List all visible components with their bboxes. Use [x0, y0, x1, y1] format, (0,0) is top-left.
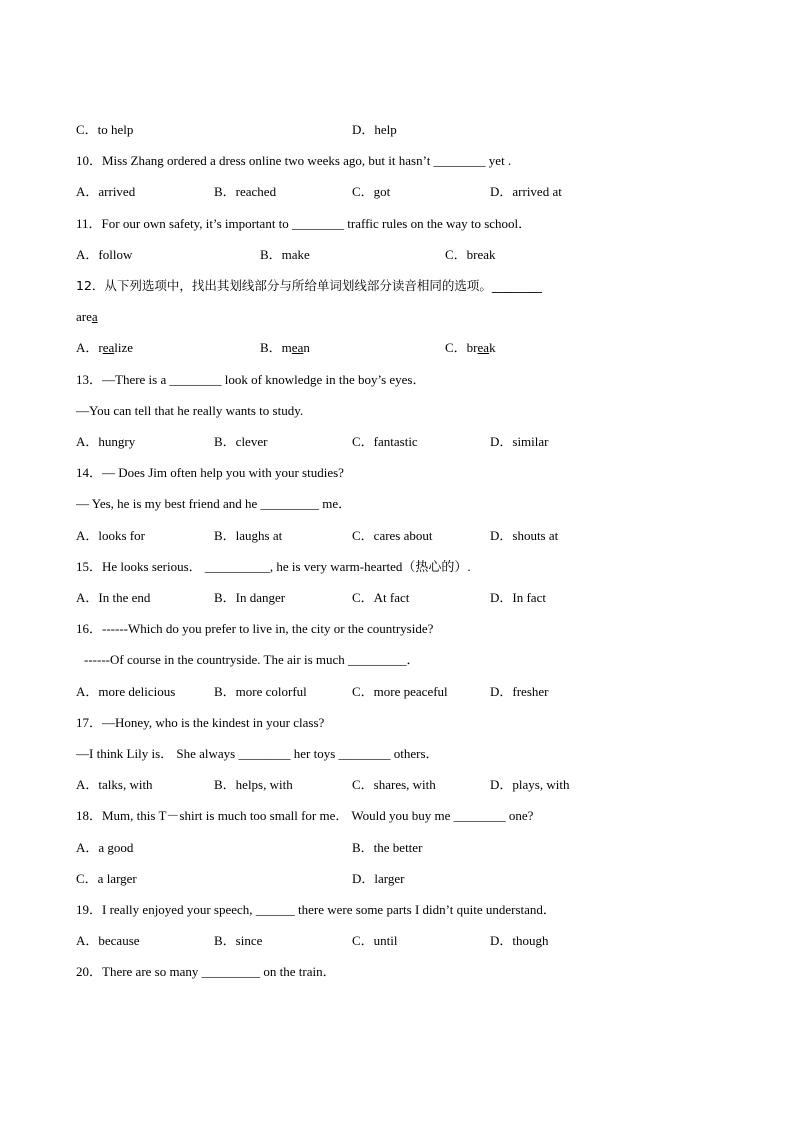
q20-stem: 20．There are so many _________ on the train． [76, 964, 336, 979]
q11-option-c: C．break [445, 247, 496, 262]
q14-stem: 14．— Does Jim often help you with your studies? [76, 465, 344, 480]
q18-stem: 18．Mum, this T－shirt is much too small for me． Would you buy me ________ one? [76, 808, 534, 823]
q10-option-c: C．got [352, 184, 391, 199]
q16-option-b: B．more colorful [214, 684, 307, 699]
q15-option-a: A．In the end [76, 590, 151, 605]
q18-option-b: B．the better [352, 840, 423, 855]
q13-line2: —You can tell that he really wants to study. [76, 403, 304, 418]
q19-stem: 19．I really enjoyed your speech, ______ there were some parts I didn’t quite understand． [76, 902, 556, 917]
q11-option-b: B．make [260, 247, 310, 262]
q13-stem: 13．—There is a ________ look of knowledge in the boy’s eyes． [76, 372, 426, 387]
q18-option-c: C．a larger [76, 871, 137, 886]
q19-option-b: B．since [214, 933, 263, 948]
q12-option-c: C．break [445, 340, 496, 355]
q19-option-d: D．though [490, 933, 549, 948]
q19-option-a: A．because [76, 933, 140, 948]
q14-option-a: A．looks for [76, 528, 145, 543]
q17-option-b: B．helps, with [214, 777, 293, 792]
q17-option-c: C．shares, with [352, 777, 436, 792]
q10-option-b: B．reached [214, 184, 277, 199]
q13-option-a: A．hungry [76, 434, 136, 449]
q12-option-a: A．realize [76, 340, 134, 355]
q18-option-a: A．a good [76, 840, 134, 855]
q10-option-d: D．arrived at [490, 184, 562, 199]
q14-option-b: B．laughs at [214, 528, 283, 543]
q14-line2: — Yes, he is my best friend and he _________ me． [76, 496, 352, 511]
q17-option-a: A．talks, with [76, 777, 153, 792]
q17-line2: —I think Lily is． She always ________ her toys ________ others． [76, 746, 439, 761]
q19-option-c: C．until [352, 933, 398, 948]
q14-option-c: C．cares about [352, 528, 433, 543]
q13-option-c: C．fantastic [352, 434, 418, 449]
q16-option-a: A．more delicious [76, 684, 176, 699]
q15-option-c: C．At fact [352, 590, 410, 605]
q12-option-b: B．mean [260, 340, 310, 355]
q15-stem: 15．He looks serious． __________, he is very warm-hearted（热心的）. [76, 559, 471, 574]
q16-line2: ------Of course in the countryside. The air is much _________． [84, 652, 420, 667]
q16-option-d: D．fresher [490, 684, 549, 699]
q16-stem: 16．------Which do you prefer to live in, the city or the countryside? [76, 621, 434, 636]
q9-option-d: D．help [352, 122, 397, 137]
q16-option-c: C．more peaceful [352, 684, 448, 699]
q17-option-d: D．plays, with [490, 777, 570, 792]
q11-stem: 11．For our own safety, it’s important to ________ traffic rules on the way to school． [76, 216, 532, 231]
q15-option-b: B．In danger [214, 590, 286, 605]
q9-option-c: C．to help [76, 122, 134, 137]
q14-option-d: D．shouts at [490, 528, 559, 543]
q17-stem: 17．—Honey, who is the kindest in your class? [76, 715, 325, 730]
q13-option-b: B．clever [214, 434, 268, 449]
q11-option-a: A．follow [76, 247, 133, 262]
q10-option-a: A．arrived [76, 184, 136, 199]
q15-option-d: D．In fact [490, 590, 546, 605]
q13-option-d: D．similar [490, 434, 549, 449]
q12-word: area [76, 309, 98, 324]
q12-stem: 12．从下列选项中，找出其划线部分与所给单词划线部分读音相同的选项。________ [76, 278, 542, 293]
q18-option-d: D．larger [352, 871, 405, 886]
q10-stem: 10．Miss Zhang ordered a dress online two weeks ago, but it hasn’t ________ yet . [76, 153, 512, 168]
